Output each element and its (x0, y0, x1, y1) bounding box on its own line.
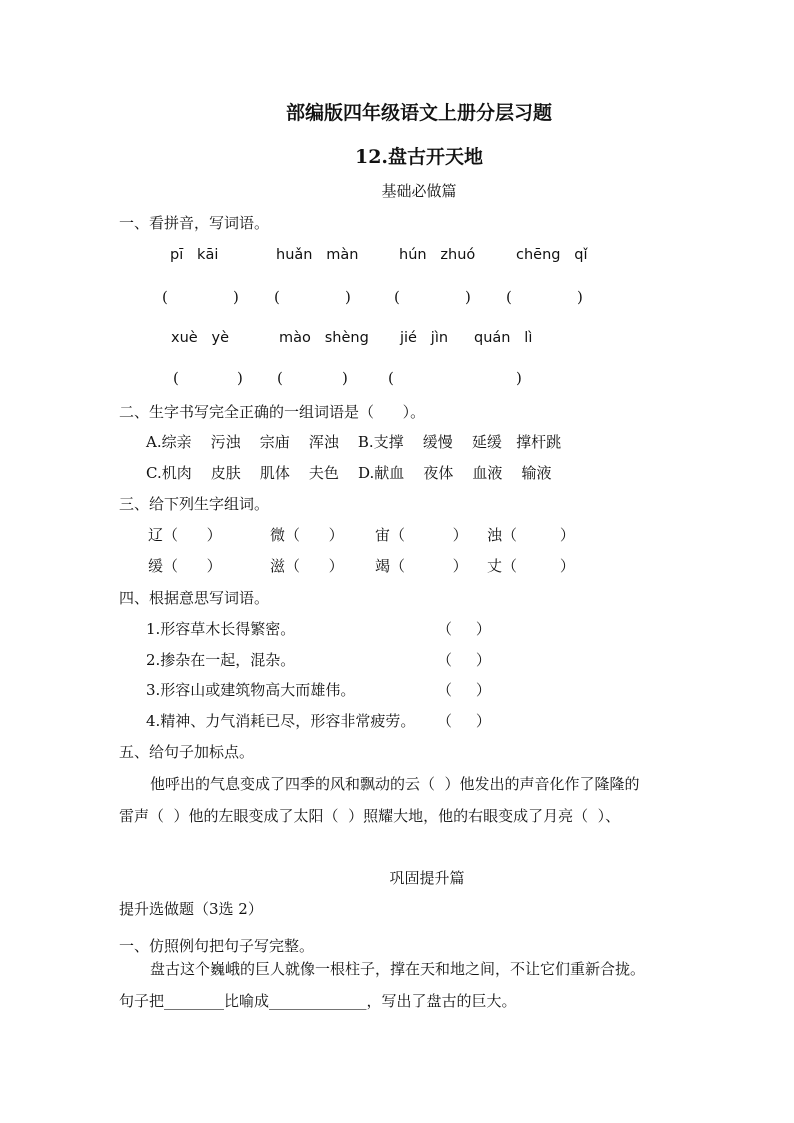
word-item: 微（ ） (270, 526, 344, 544)
lesson-title: 12.盘古开天地 (354, 146, 484, 168)
definition-item: 2.掺杂在一起，混杂。 (146, 651, 296, 669)
answer-bracket-close: ) (237, 369, 243, 387)
punctuation-line-1: 他呼出的气息变成了四季的风和飘动的云（ ）他发出的声音化作了隆隆的 (150, 775, 640, 793)
answer-blank: （ ） (437, 620, 491, 638)
word-item: 竭（ ） (375, 557, 468, 575)
answer-bracket-open: ( (394, 288, 400, 306)
answer-bracket-open: ( (277, 369, 283, 387)
pinyin-7: jié jìn (400, 330, 449, 346)
pinyin-3: hún zhuó (399, 247, 476, 263)
example-sentence: 盘古这个巍峨的巨人就像一根柱子，撑在天和地之间，不让它们重新合拢。 (150, 960, 646, 978)
word-item: 丈（ ） (487, 557, 575, 575)
question-4-heading: 四、根据意思写词语。 (119, 589, 270, 607)
punctuation-line-2: 雷声（ ）他的左眼变成了太阳（ ）照耀大地，他的右眼变成了月亮（ ）、 (119, 807, 621, 825)
pinyin-6: mào shèng (279, 330, 369, 346)
part2-question-1-heading: 一、仿照例句把句子写完整。 (119, 937, 315, 955)
answer-blank: （ ） (437, 681, 491, 699)
answer-bracket-open: ( (162, 288, 168, 306)
word-item: 辽（ ） (148, 526, 222, 544)
section-title-basic: 基础必做篇 (381, 182, 457, 200)
definition-item: 4.精神、力气消耗已尽，形容非常疲劳。 (146, 712, 416, 730)
question-5-heading: 五、给句子加标点。 (119, 743, 255, 761)
elective-note: 提升选做题（3选 2） (119, 900, 263, 918)
fill-sentence: 句子把________比喻成_____________，写出了盘古的巨大。 (119, 992, 517, 1010)
pinyin-1: pī kāi (170, 247, 219, 263)
answer-bracket-open: ( (274, 288, 280, 306)
answer-bracket-close: ) (233, 288, 239, 306)
pinyin-8: quán lì (474, 330, 533, 346)
option-line-ab: A.综亲 污浊 宗庙 浑浊 B.支撑 缓慢 延缓 撑杆跳 (146, 433, 562, 451)
answer-bracket-close: ) (516, 369, 522, 387)
answer-bracket-close: ) (577, 288, 583, 306)
answer-bracket-open: ( (506, 288, 512, 306)
answer-blank: （ ） (437, 712, 491, 730)
pinyin-5: xuè yè (171, 330, 230, 346)
document-title: 部编版四年级语文上册分层习题 (285, 102, 552, 124)
answer-bracket-close: ) (342, 369, 348, 387)
answer-bracket-open: ( (173, 369, 179, 387)
answer-bracket-close: ) (345, 288, 351, 306)
option-line-cd: C.机肉 皮肤 肌体 夫色 D.献血 夜体 血液 输液 (146, 464, 552, 482)
definition-item: 1.形容草木长得繁密。 (146, 620, 296, 638)
pinyin-4: chēng qǐ (516, 247, 588, 263)
answer-blank: （ ） (437, 651, 491, 669)
pinyin-2: huǎn màn (276, 247, 359, 263)
word-item: 缓（ ） (148, 557, 222, 575)
word-item: 浊（ ） (487, 526, 575, 544)
answer-bracket-open: ( (388, 369, 394, 387)
answer-bracket-close: ) (465, 288, 471, 306)
definition-item: 3.形容山或建筑物高大而雄伟。 (146, 681, 356, 699)
question-3-heading: 三、给下列生字组词。 (119, 495, 270, 513)
question-2-heading: 二、生字书写完全正确的一组词语是（ ）。 (119, 403, 426, 421)
word-item: 滋（ ） (270, 557, 344, 575)
word-item: 宙（ ） (375, 526, 468, 544)
question-1-heading: 一、看拼音，写词语。 (119, 214, 270, 232)
section-title-advanced: 巩固提升篇 (389, 869, 465, 887)
